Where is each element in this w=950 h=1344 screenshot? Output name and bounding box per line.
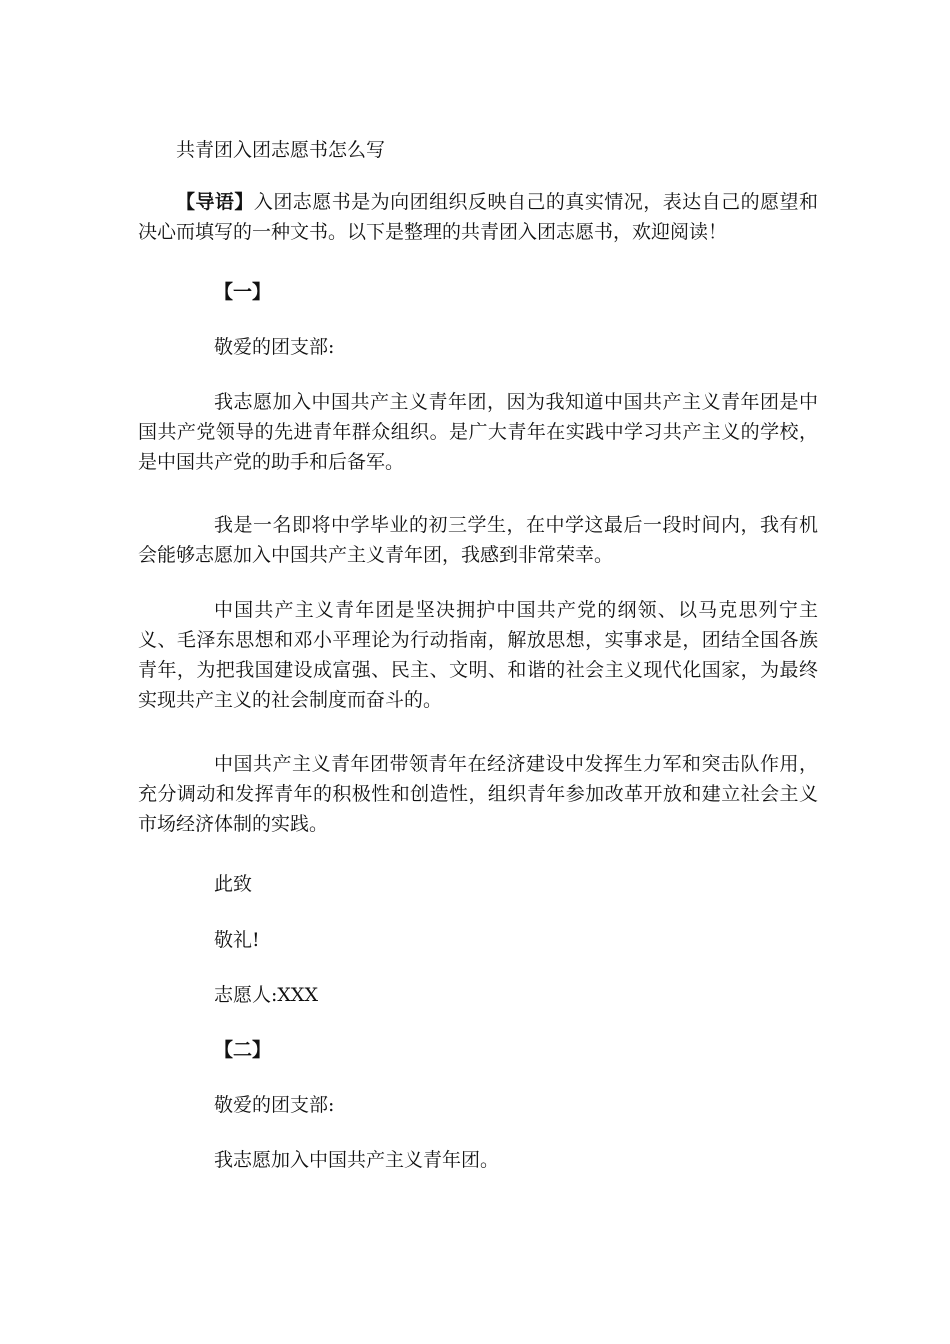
closing-jingli: 敬礼! [214, 929, 260, 951]
section-1-paragraph-1: 我志愿加入中国共产主义青年团，因为我知道中国共产主义青年团是中国共产党领导的先进青年群众组织。是广大青年在实践中学习共产主义的学校，是中国共产党的助手和后备军。 [138, 391, 818, 473]
section-2-salutation: 敬爱的团支部: [214, 1094, 335, 1116]
intro-text: 入团志愿书是为向团组织反映自己的真实情况，表达自己的愿望和决心而填写的一种文书。以下是整理的共青团入团志愿书，欢迎阅读！ [138, 191, 818, 243]
section-1-paragraph-4: 中国共产主义青年团带领青年在经济建设中发挥生力军和突击队作用，充分调动和发挥青年的积极性和创造性，组织青年参加改革开放和建立社会主义市场经济体制的实践。 [138, 753, 818, 835]
intro-paragraph [138, 187, 818, 247]
section-1-paragraph-2: 我是一名即将中学毕业的初三学生，在中学这最后一段时间内，我有机会能够志愿加入中国共产主义青年团，我感到非常荣幸。 [138, 514, 818, 566]
section-1-heading: 【一】 [214, 281, 272, 303]
intro-label: 【导语】 [176, 191, 254, 213]
section-2-first-line: 我志愿加入中国共产主义青年团。 [214, 1149, 500, 1171]
section-2-heading: 【二】 [214, 1039, 272, 1061]
closing-cizhi: 此致 [214, 873, 253, 895]
document-title: 共青团入团志愿书怎么写 [176, 139, 386, 161]
section-1-salutation: 敬爱的团支部: [214, 336, 335, 358]
section-1-paragraph-3: 中国共产主义青年团是坚决拥护中国共产党的纲领、以马克思列宁主义、毛泽东思想和邓小平理论为行动指南，解放思想，实事求是，团结全国各族青年，为把我国建设成富强、民主、文明、和谐的社会主义现代化国家，为最终实现共产主义的社会制度而奋斗的。 [138, 599, 818, 711]
signature-line: 志愿人:XXX [214, 984, 318, 1006]
